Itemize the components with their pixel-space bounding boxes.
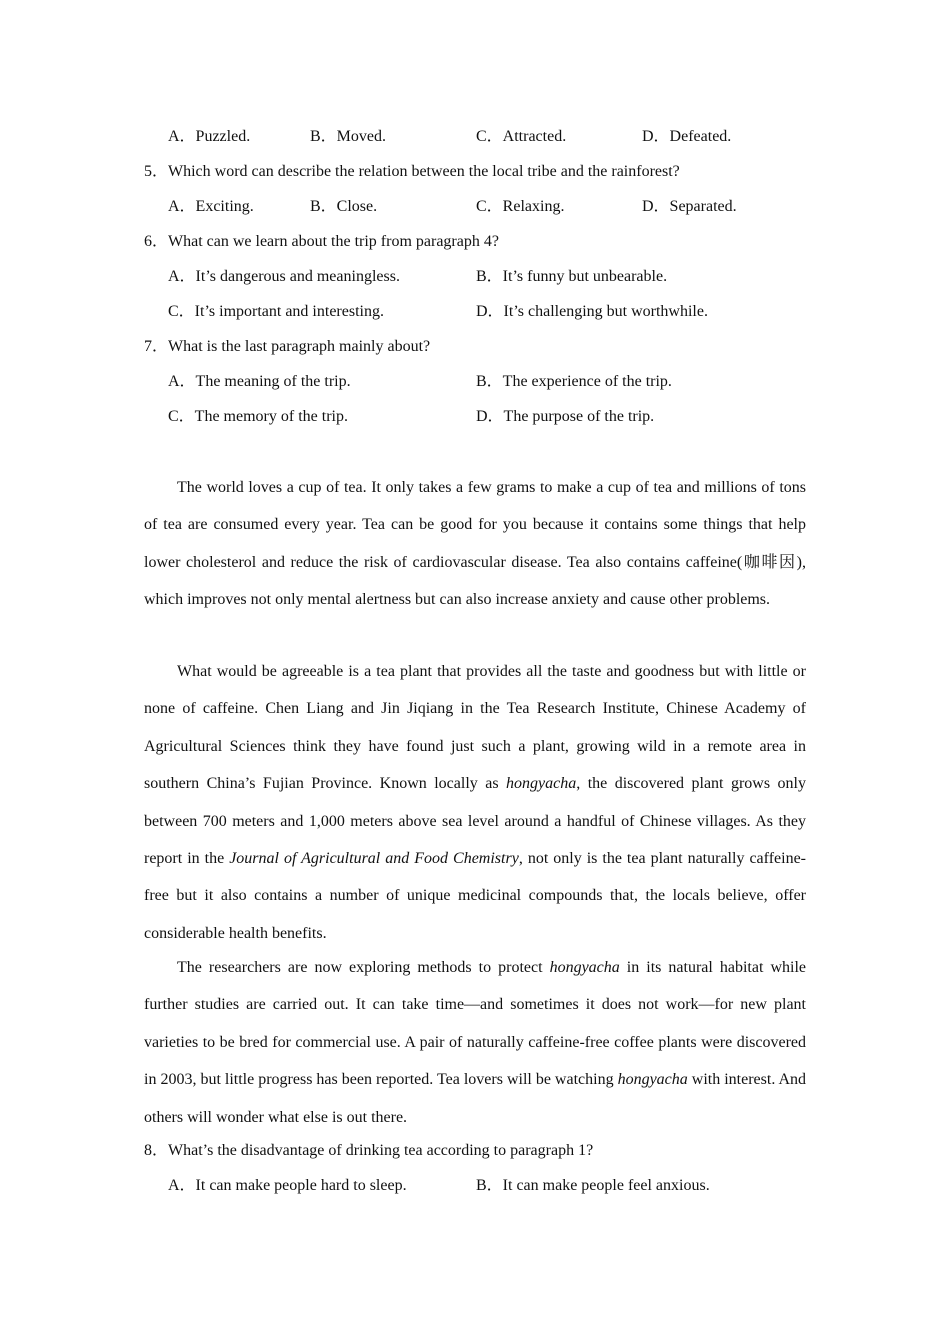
paragraph-2-text-c: , not only is the tea plant naturally caffeine-free but it also contains a number of unique medicinal compounds that, the locals believe, offer considerable health benefits. xyxy=(144,850,806,942)
q5-option-a: A．Exciting. xyxy=(168,198,254,215)
q8-option-b: B．It can make people feel anxious. xyxy=(476,1177,710,1194)
q4-option-c: C．Attracted. xyxy=(476,128,567,145)
passage-paragraph-1 xyxy=(144,469,806,619)
paragraph-2-italic-term: hongyacha xyxy=(506,775,577,793)
q6-stem: 6．What can we learn about the trip from paragraph 4? xyxy=(144,233,499,250)
paragraph-3-text-a: The researchers are now exploring methods to protect xyxy=(177,959,550,976)
paragraph-3-italic-term-2: hongyacha xyxy=(617,1071,688,1089)
q4-option-b: B．Moved. xyxy=(310,128,387,145)
passage-paragraph-3 xyxy=(144,949,806,1136)
paragraph-3-text-c: with interest. And others will wonder what else is out there. xyxy=(144,1071,806,1126)
q4-option-a: A．Puzzled. xyxy=(168,128,251,145)
paragraph-2-journal-title: Journal of Agricultural and Food Chemistry xyxy=(229,850,519,868)
paragraph-3-italic-term-1: hongyacha xyxy=(549,959,620,976)
q7-option-d: D．The purpose of the trip. xyxy=(476,408,655,425)
q8-stem: 8．What’s the disadvantage of drinking tea according to paragraph 1? xyxy=(144,1142,594,1159)
q8-option-a: A．It can make people hard to sleep. xyxy=(168,1177,407,1194)
q5-option-b: B．Close. xyxy=(310,198,378,215)
q5-option-d: D．Separated. xyxy=(642,198,737,215)
q5-option-c: C．Relaxing. xyxy=(476,198,565,215)
q6-option-d: D．It’s challenging but worthwhile. xyxy=(476,303,708,320)
q5-stem: 5．Which word can describe the relation between the local tribe and the rainforest? xyxy=(144,163,680,180)
q6-option-b: B．It’s funny but unbearable. xyxy=(476,268,668,285)
q7-option-b: B．The experience of the trip. xyxy=(476,373,672,390)
paragraph-3-text-b: in its natural habitat while further studies are carried out. It can take time—and sometimes it does not work—for new plant varieties to be bred for commercial use. A pair of naturally caffeine-free coffee plants were discovered in 2003, but little progress has been reported. Tea lovers will be watching xyxy=(144,959,806,1089)
q7-stem: 7．What is the last paragraph mainly about? xyxy=(144,338,431,355)
q6-option-a: A．It’s dangerous and meaningless. xyxy=(168,268,400,285)
paragraph-2-text-b: , the discovered plant grows only between 700 meters and 1,000 meters above sea level around a handful of Chinese villages. As they report in the xyxy=(144,775,807,868)
q6-option-c: C．It’s important and interesting. xyxy=(168,303,384,320)
q7-option-c: C．The memory of the trip. xyxy=(168,408,348,425)
passage-paragraph-2 xyxy=(144,653,806,952)
q4-option-d: D．Defeated. xyxy=(642,128,732,145)
paragraph-2-text-a: What would be agreeable is a tea plant that provides all the taste and goodness but with little or none of caffeine. Chen Liang and Jin Jiqiang in the Tea Research Institute, Chinese Academy of Agricultural Sciences think they have found just such a plant, growing wild in a remote area in southern China’s Fujian Province. Known locally as xyxy=(144,663,806,793)
q7-option-a: A．The meaning of the trip. xyxy=(168,373,351,390)
paragraph-1-text: The world loves a cup of tea. It only takes a few grams to make a cup of tea and millions of tons of tea are consumed every year. Tea can be good for you because it contains some things that help lower cholesterol and reduce the risk of cardiovascular disease. Tea also contains caffeine(咖啡因), which improves not only mental alertness but can also increase anxiety and cause other problems. xyxy=(144,479,806,609)
